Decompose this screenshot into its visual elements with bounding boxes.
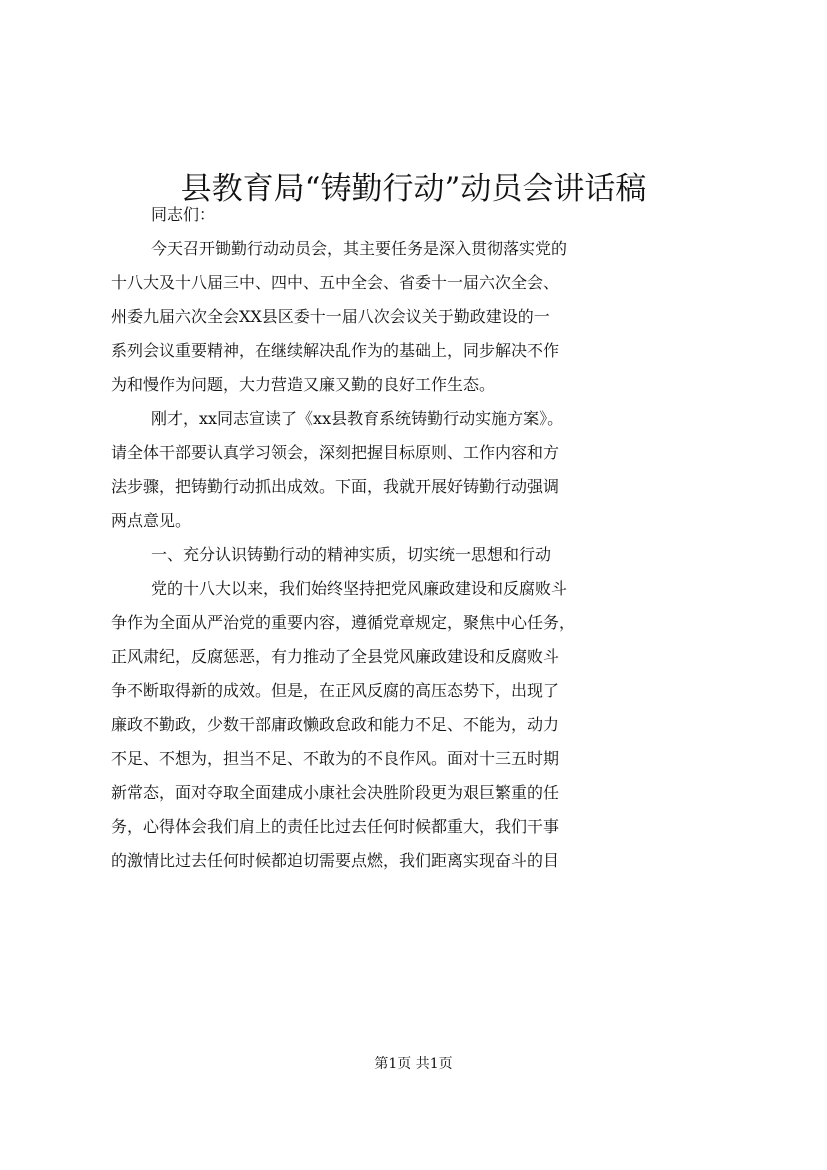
paragraph-line: 十八大及十八届三中、四中、五中全会、省委十一届六次全会、 (111, 273, 560, 292)
paragraph-2 (111, 402, 735, 538)
paragraph-line: 务，心得体会我们肩上的责任比过去任何时候都重大，我们干事 (111, 817, 560, 836)
document-body (111, 198, 735, 878)
paragraph-line: 州委九届六次全会XX县区委十一届八次会议关于勤政建设的一 (111, 307, 550, 326)
paragraph-line: 系列会议重要精神，在继续解决乱作为的基础上，同步解决不作 (111, 341, 560, 360)
paragraph-line: 两点意见。 (111, 511, 192, 530)
section-heading-1 (111, 538, 735, 572)
paragraph-line: 新常态，面对夺取全面建成小康社会决胜阶段更为艰巨繁重的任 (111, 783, 560, 802)
paragraph-line: 刚才，xx同志宣读了《xx县教育系统铸勤行动实施方案》。 (151, 409, 564, 428)
paragraph-line: 争作为全面从严治党的重要内容，遵循党章规定，聚焦中心任务， (111, 613, 576, 632)
paragraph-line: 法步骤，把铸勤行动抓出成效。下面，我就开展好铸勤行动强调 (111, 477, 560, 496)
paragraph-1 (111, 232, 735, 402)
paragraph-3 (111, 572, 735, 878)
paragraph-line: 争不断取得新的成效。但是，在正风反腐的高压态势下，出现了 (111, 681, 560, 700)
page-footer: 第1页 共1页 (374, 1056, 453, 1072)
paragraph-line: 为和慢作为问题，大力营造又廉又勤的良好工作生态。 (111, 375, 496, 394)
paragraph-line: 正风肃纪，反腐惩恶，有力推动了全县党风廉政建设和反腐败斗 (111, 647, 560, 666)
salutation: 同志们： (151, 205, 216, 224)
paragraph-line: 不足、不想为，担当不足、不敢为的不良作风。面对十三五时期 (111, 749, 560, 768)
paragraph-line: 今天召开锄勤行动动员会，其主要任务是深入贯彻落实党的 (151, 239, 568, 258)
paragraph-line: 请全体干部要认真学习领会，深刻把握目标原则、工作内容和方 (111, 443, 560, 462)
section-heading: 一、充分认识铸勤行动的精神实质，切实统一思想和行动 (151, 545, 552, 564)
paragraph-line: 党的十八大以来，我们始终坚持把党风廉政建设和反腐败斗 (151, 579, 568, 598)
document-title: 县教育局“铸勤行动”动员会讲话稿 (180, 170, 647, 207)
paragraph-line: 廉政不勤政，少数干部庸政懒政怠政和能力不足、不能为，动力 (111, 715, 560, 734)
paragraph-line: 的激情比过去任何时候都迫切需要点燃，我们距离实现奋斗的目 (111, 851, 560, 870)
